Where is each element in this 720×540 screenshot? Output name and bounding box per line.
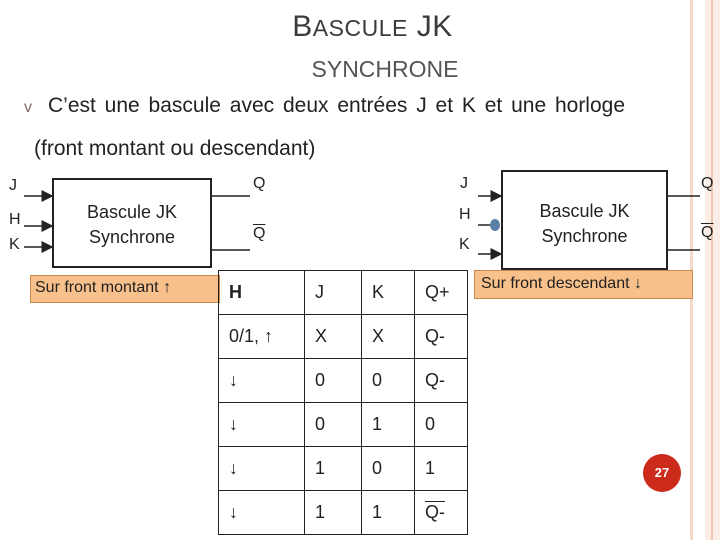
bullet-icon: v — [24, 99, 32, 116]
title-rest: ASCULE — [312, 15, 408, 41]
output-q-label: Q — [701, 175, 714, 192]
block-label-line1: Bascule JK — [539, 201, 630, 221]
block-label-line2: Synchrone — [541, 226, 628, 246]
input-j-label: J — [9, 177, 17, 194]
table-cell: 0/1, ↑ — [219, 315, 305, 359]
table-cell: 1 — [415, 447, 468, 491]
input-h-label: H — [9, 211, 21, 228]
table-cell: Q- — [415, 491, 468, 535]
header-cell: H — [219, 271, 305, 315]
table-cell: ↓ — [219, 403, 305, 447]
table-cell: 0 — [305, 359, 362, 403]
table-cell: Q- — [415, 359, 468, 403]
table-cell: ↓ — [219, 491, 305, 535]
table-cell: X — [305, 315, 362, 359]
table-cell: ↓ — [219, 359, 305, 403]
block-label-line2: Synchrone — [88, 227, 176, 247]
table-header-row — [219, 271, 468, 315]
block-label-line1: Bascule JK — [86, 202, 178, 222]
header-cell: K — [362, 271, 415, 315]
caption-rising-edge: Sur front montant ↑ — [30, 275, 220, 303]
input-k-label: K — [459, 236, 470, 253]
caption-falling-edge: Sur front descendant ↓ — [474, 270, 693, 299]
output-qbar-label: $\overline{Q}$ — [701, 224, 714, 241]
input-k-label: K — [9, 236, 20, 253]
input-h-label: H — [459, 206, 471, 223]
input-j-label: J — [460, 175, 468, 192]
table-cell: 1 — [305, 447, 362, 491]
slide-subtitle: SYNCHRONE — [311, 56, 459, 82]
title-initial: B — [292, 10, 313, 43]
table-cell: ↓ — [219, 447, 305, 491]
table-cell: Q- — [415, 315, 468, 359]
output-q-label: Q — [253, 175, 266, 192]
table-row — [219, 491, 468, 535]
output-qbar-label: $\overline{Q}$ — [253, 225, 266, 242]
table-cell: 1 — [362, 403, 415, 447]
table-cell: 1 — [305, 491, 362, 535]
table-row — [219, 447, 468, 491]
table-cell: X — [362, 315, 415, 359]
jk-flipflop-block-left — [52, 178, 212, 268]
title-jk: JK — [416, 10, 453, 43]
table-cell: 0 — [415, 403, 468, 447]
page-number-badge: 27 — [643, 454, 681, 492]
header-cell: Q+ — [415, 271, 468, 315]
clock-inversion-bubble — [490, 219, 500, 231]
table-cell: 0 — [362, 359, 415, 403]
table-row — [219, 403, 468, 447]
table-row — [219, 359, 468, 403]
bullet-text-line2: (front montant ou descendant) — [34, 137, 316, 160]
bullet-text-line1: C’est une bascule avec deux entrées J et K et une horloge — [48, 94, 626, 117]
header-cell: J — [305, 271, 362, 315]
table-row — [219, 315, 468, 359]
jk-flipflop-block-right — [501, 170, 668, 270]
table-cell: 1 — [362, 491, 415, 535]
table-cell: 0 — [305, 403, 362, 447]
table-cell: 0 — [362, 447, 415, 491]
truth-table — [218, 270, 468, 535]
